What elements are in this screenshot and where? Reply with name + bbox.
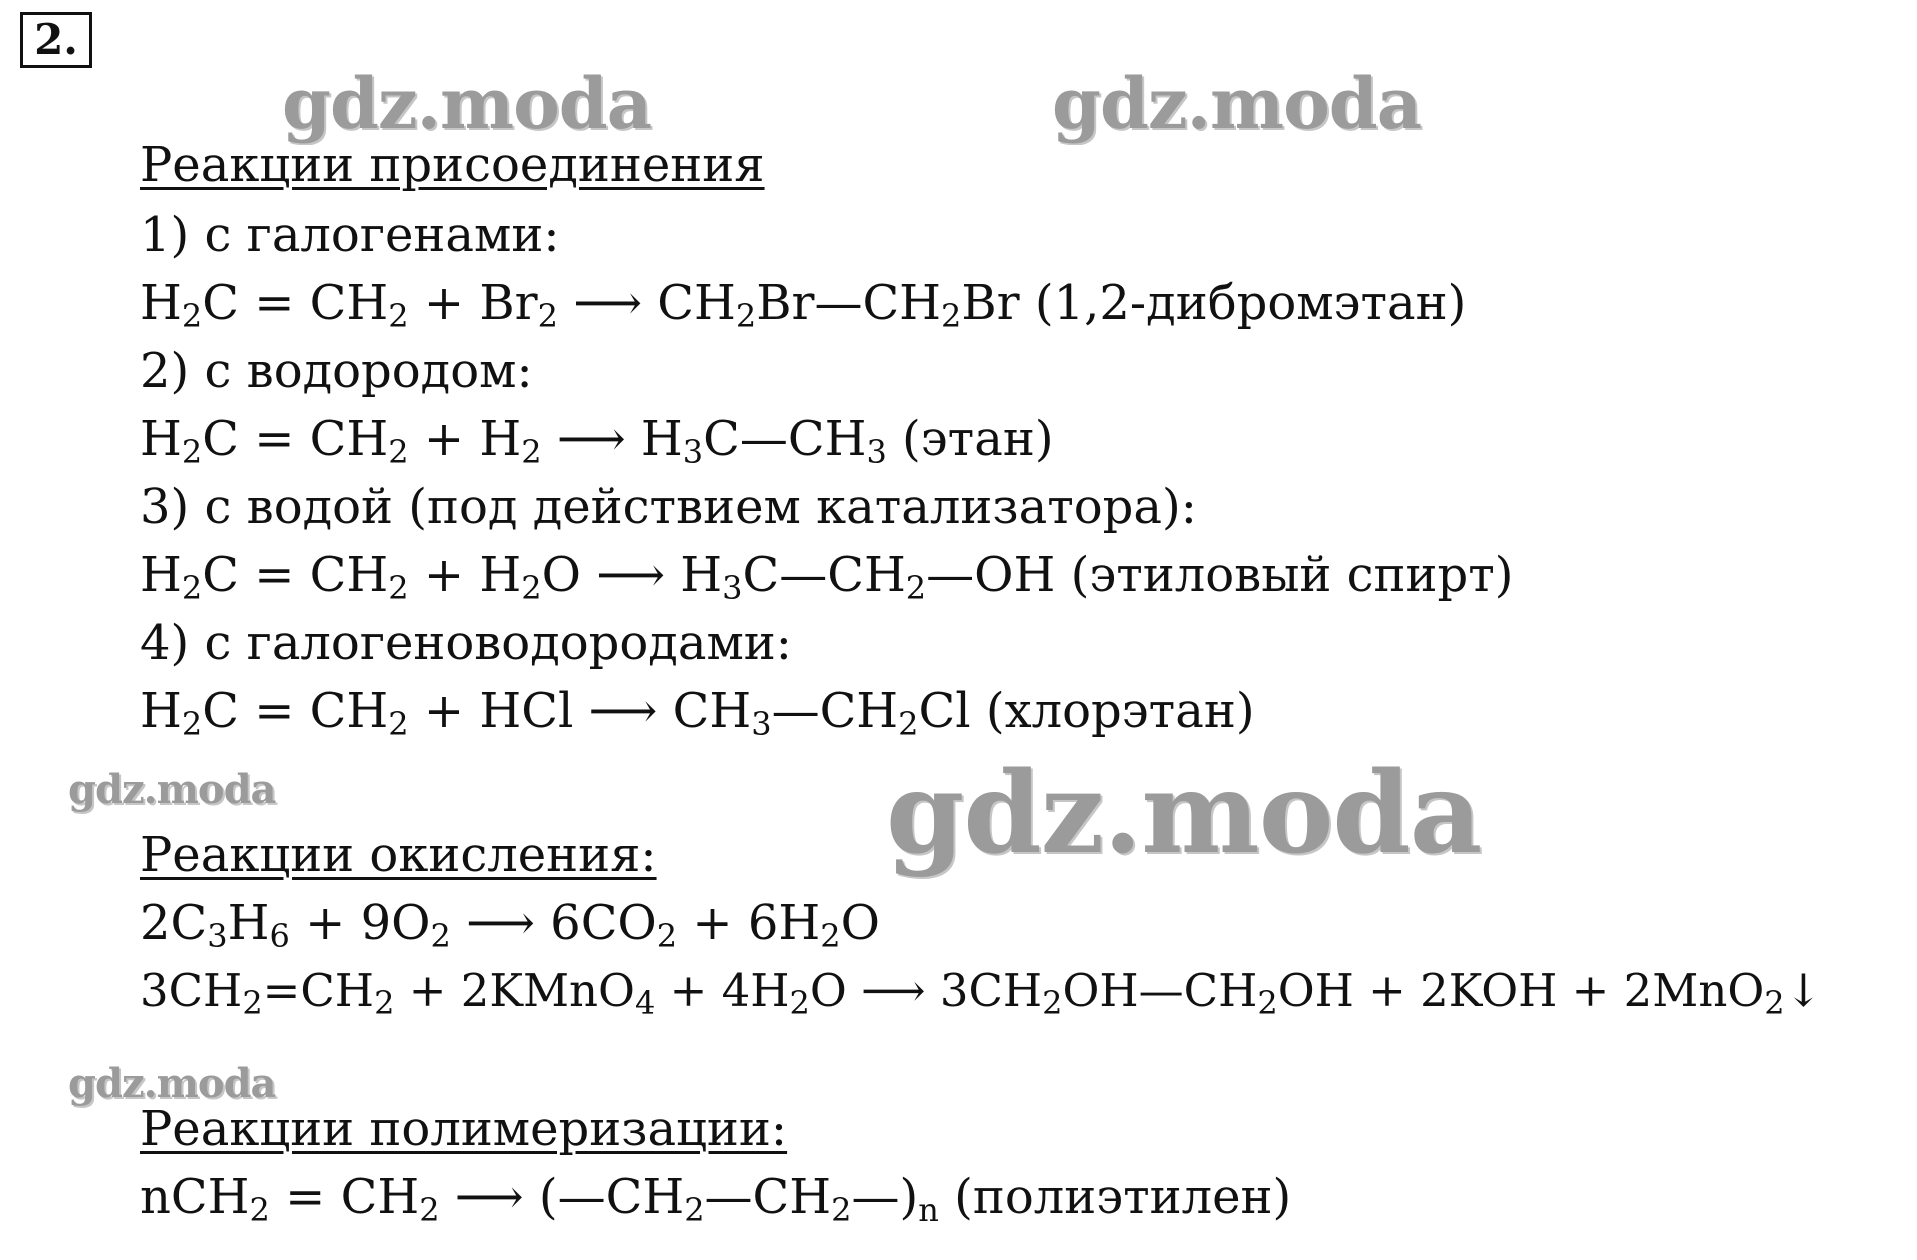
- addition-heading: Реакции присоединения: [140, 137, 765, 193]
- equation-bromination: $H_2C = CH_2 + Br_2$ ⟶ $CH_2Br—CH_2Br$ (1,2-дибромэтан): [140, 275, 1467, 335]
- watermark: gdz.moda: [68, 766, 276, 813]
- equation-hydrohalogenation: $H_2C = CH_2$ + HCl ⟶ $CH_3—CH_2Cl$ (хлорэтан): [140, 683, 1255, 743]
- watermark: gdz.moda: [282, 62, 652, 145]
- polymerization-heading: Реакции полимеризации:: [140, 1101, 788, 1157]
- item-water: 3) с водой (под действием катализатора):: [140, 479, 1197, 535]
- watermark: gdz.moda: [886, 748, 1482, 879]
- equation-polymerization: $nCH_2 = CH_2$ ⟶ $(—CH_2—CH_2—)_n$ (полиэтилен): [140, 1169, 1292, 1229]
- equation-hydrogenation: $H_2C = CH_2 + H_2$ ⟶ $H_3C—CH_3$ (этан): [140, 411, 1054, 471]
- item-hydrogen: 2) с водородом:: [140, 343, 533, 399]
- item-hydrogen-halides: 4) с галогеноводородами:: [140, 615, 792, 671]
- item-halogens: 1) с галогенами:: [140, 207, 560, 263]
- equation-permanganate: $3CH_2=CH_2$ + 2KMnO$_4$ + $4H_2O$ ⟶ $3CH_2OH—CH_2OH + 2KOH$ + 2MnO$_2$↓: [140, 964, 1823, 1022]
- oxidation-heading: Реакции окисления:: [140, 827, 657, 883]
- equation-combustion: $2C_3H_6 + 9O_2$ ⟶ $6CO_2 + 6H_2O$: [140, 895, 880, 955]
- watermark: gdz.moda: [68, 1060, 276, 1107]
- equation-hydration: $H_2C = CH_2 + H_2O$ ⟶ $H_3C—CH_2—OH$ (этиловый спирт): [140, 547, 1514, 607]
- task-number: 2.: [20, 12, 92, 68]
- watermark: gdz.moda: [1052, 62, 1422, 145]
